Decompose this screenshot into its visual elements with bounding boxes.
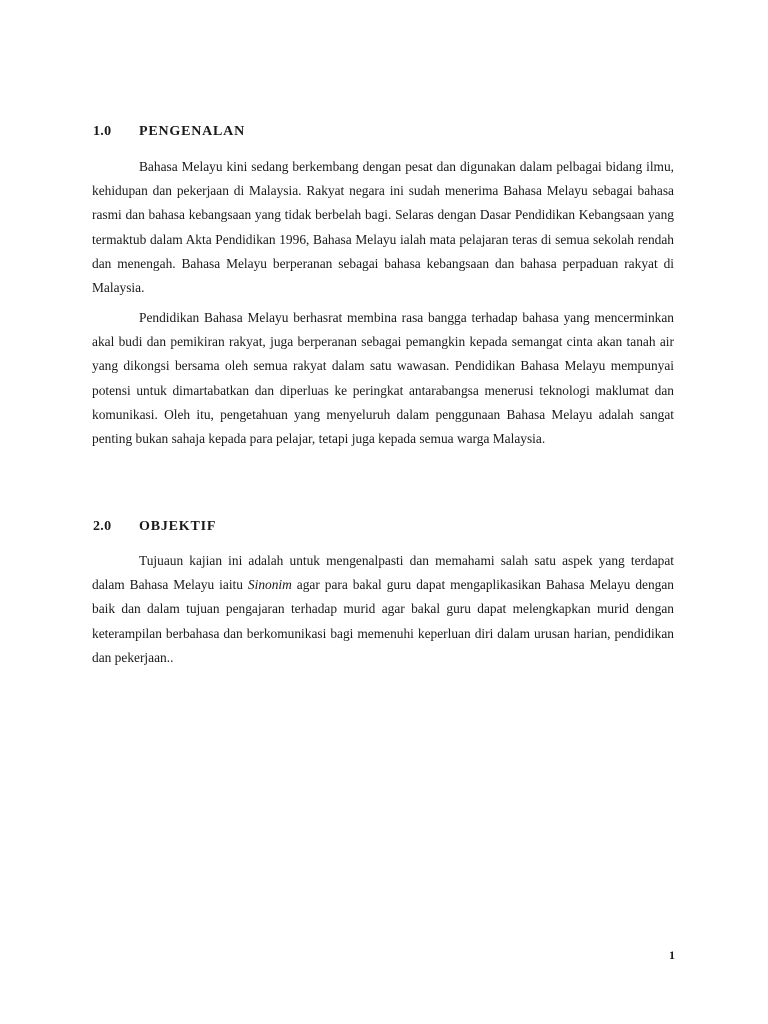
- section-number: 1.0: [93, 124, 112, 139]
- sinonim-emphasis: Sinonim: [247, 577, 292, 593]
- paragraph-pengenalan-2: Pendidikan Bahasa Melayu berhasrat membina rasa bangga terhadap bahasa yang mencerminkan akal budi dan pemikiran rakyat, juga berperanan sebagai pemangkin kepada semangat cinta akan tanah air yang dikongsi bersama oleh semua rakyat dalam satu wawasan. Pendidikan Bahasa Melayu mempunyai potensi untuk dimartabatkan dan diperluas ke peringkat antarabangsa menerusi teknologi maklumat dan komunikasi. Oleh itu, pengetahuan yang menyeluruh dalam penggunaan Bahasa Melayu adalah sangat penting bukan sahaja kepada para pelajar, tetapi juga kepada semua warga Malaysia.: [92, 310, 674, 447]
- paragraph-objektif: [92, 549, 674, 670]
- section-number: 2.0: [93, 519, 112, 534]
- section-heading-pengenalan: [93, 124, 245, 140]
- section-title: PENGENALAN: [139, 124, 246, 139]
- page-number: 1: [669, 948, 675, 962]
- section-heading-objektif: [93, 519, 216, 535]
- paragraph-text-before: Tujuaun kajian ini adalah untuk mengenalpasti dan memahami salah satu aspek yang terdapat dalam Bahasa Melayu iaitu: [92, 553, 674, 593]
- paragraph-text-after: agar para bakal guru dapat mengaplikasikan Bahasa Melayu dengan baik dan dalam tujuan pengajaran terhadap murid agar bakal guru dapat melengkapkan murid dengan keterampilan berbahasa dan berkomunikasi bagi memenuhi keperluan diri dalam urusan harian, pendidikan dan pekerjaan..: [92, 577, 674, 665]
- section-title: OBJEKTIF: [139, 519, 217, 534]
- paragraph-pengenalan-1: Bahasa Melayu kini sedang berkembang dengan pesat dan digunakan dalam pelbagai bidang ilmu, kehidupan dan pekerjaan di Malaysia. Rakyat negara ini sudah menerima Bahasa Melayu sebagai bahasa rasmi dan bahasa kebangsaan yang tidak berbelah bagi. Selaras dengan Dasar Pendidikan Kebangsaan yang termaktub dalam Akta Pendidikan 1996, Bahasa Melayu ialah mata pelajaran teras di semua sekolah rendah dan menengah. Bahasa Melayu berperanan sebagai bahasa kebangsaan dan bahasa perpaduan rakyat di Malaysia.: [92, 159, 674, 296]
